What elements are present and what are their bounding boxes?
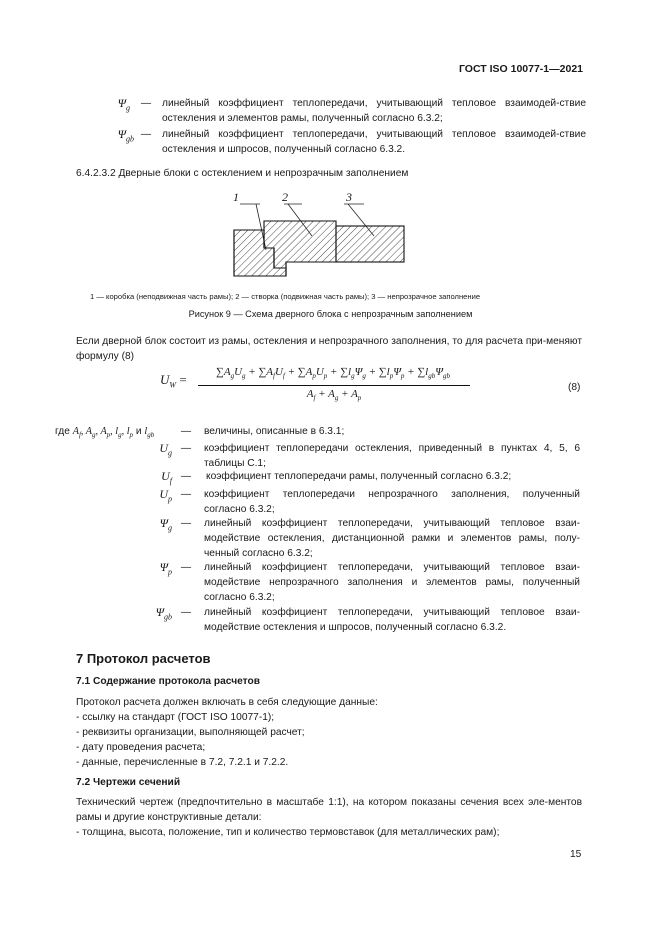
dash: — [180,489,192,500]
def-psi-gb-top [100,127,585,157]
figure-caption: Рисунок 9 — Схема дверного блока с непрозрачным заполнением [188,309,473,319]
list-item: - реквизиты организации, выполняющей расчет; [76,727,305,738]
clause-heading: 6.4.2.3.2 Дверные блоки с остеклением и непрозрачным заполнением [76,168,409,179]
dash: — [180,518,192,529]
definition-text: линейный коэффициент теплопередачи, учитывающий тепловое взаи-модействие непрозрачного заполнения и элементов рамы, полученный согласно 6.3.2; [204,562,580,603]
symbol-psi-p: $\Psi_p$ [159,560,172,577]
dash: — [180,562,192,573]
section-7-2-text: Технический чертеж (предпочтительно в масштабе 1:1), на котором показаны сечения всех эле-ментов рамы и другие конструктивные детали: [76,797,582,823]
definition-text: линейный коэффициент теплопередачи, учитывающий тепловое взаи-модействие остекления, дистанционной рамки и элементов рамы, полу-ченный согласно 6.3.2; [204,518,580,559]
symbol-ug: $U_g$ [159,441,172,458]
list-item: - толщина, высота, положение, тип и количество термовставок (для металлических рам); [76,827,500,838]
symbol: $\Psi_g$ [117,96,130,113]
section-7-1-title: 7.1 Содержание протокола расчетов [76,676,260,687]
top-definitions [100,96,585,157]
page-number: 15 [570,849,582,860]
dash: — [140,129,152,140]
dash: — [180,426,192,437]
formula-denominator: $A_f + A_g + A_p$ [306,388,362,403]
list-item: - данные, перечисленные в 7.2, 7.2.1 и 7.2.2. [76,757,289,768]
where-symbols: где $A_f$, $A_g$, $A_p$, $l_g$, $l_p$ и $l_{gb}$ [55,426,155,440]
dash: — [180,607,192,618]
section-7-title: 7 Протокол расчетов [76,651,211,666]
dash: — [140,98,152,109]
formula-numerator: $\sum A_gU_g + \sum A_fU_f + \sum A_pU_p + \sum l_g\Psi_g + \sum l_p\Psi_p + \sum l_{gb}\Psi_{gb}$ [216,366,450,381]
formula-intro: Если дверной блок состоит из рамы, остекления и непрозрачного заполнения, то для расчета при-меняют формулу (8) [76,336,582,362]
section-7-1-intro: Протокол расчета должен включать в себя следующие данные: [76,697,378,708]
figure-label-1: 1 [233,190,239,204]
door-block-diagram [226,188,408,278]
definition-text: коэффициент теплопередачи остекления, приведенный в пунктах 4, 5, 6 таблицы С.1; [204,443,580,469]
symbol-psi-gb: $\Psi_{gb}$ [155,605,172,622]
def-psi-g-top [100,96,585,126]
formula-number: (8) [568,382,581,393]
list-item: - дату проведения расчета; [76,742,206,753]
dash: — [180,443,192,454]
symbol-psi-g: $\Psi_g$ [159,516,172,533]
definition-text: величины, описанные в 6.3.1; [204,426,345,437]
dash: — [180,471,192,482]
figure-label-3: 3 [346,190,352,204]
symbol-up: $U_p$ [159,487,172,504]
definition-text: линейный коэффициент теплопередачи, учитывающий тепловое взаимодей-ствие остекления и шпросов, полученный согласно 6.3.2. [162,129,586,155]
list-item: - ссылку на стандарт (ГОСТ ISO 10077-1); [76,712,275,723]
definition-text: линейный коэффициент теплопередачи, учитывающий тепловое взаи-модействие остекления и шпросов, полученный согласно 6.3.2. [204,607,580,633]
symbol: $\Psi_{gb}$ [117,127,134,144]
fraction-bar [198,385,470,386]
figure-label-2: 2 [282,190,288,204]
definition-text: коэффициент теплопередачи непрозрачного заполнения, полученный согласно 6.3.2; [204,489,580,515]
figure-legend: 1 — коробка (неподвижная часть рамы); 2 — створка (подвижная часть рамы); 3 — непрозрачное заполнение [90,292,481,301]
section-7-2-title: 7.2 Чертежи сечений [76,777,181,788]
formula-lhs: $U_W$ = [160,372,187,390]
definition-text: линейный коэффициент теплопередачи, учитывающий тепловое взаимодей-ствие остекления и элементов рамы, полученный согласно 6.3.2; [162,98,586,124]
standard-header: ГОСТ ISO 10077-1—2021 [458,63,583,75]
definition-text: коэффициент теплопередачи рамы, полученный согласно 6.3.2; [206,471,512,482]
symbol-uf: $U_f$ [161,469,172,486]
